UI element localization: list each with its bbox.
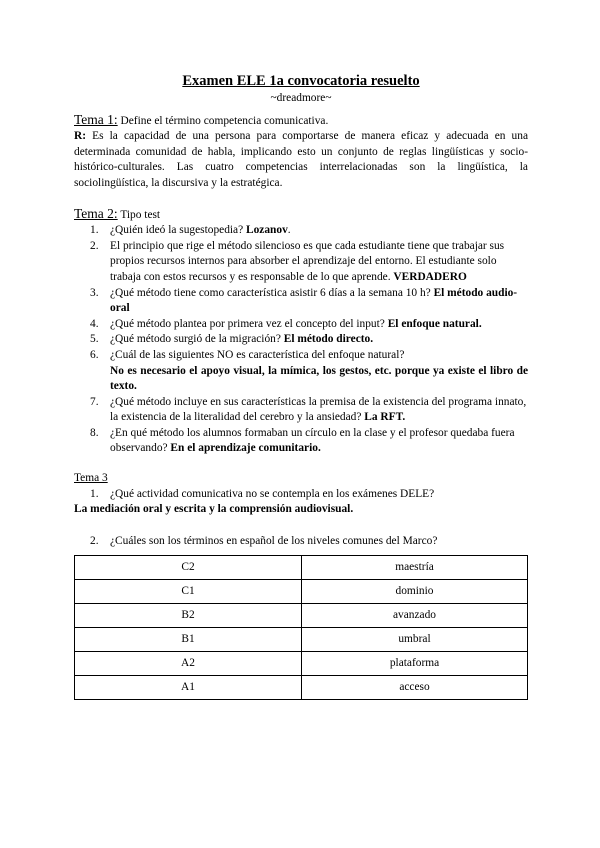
tema1-answer [74, 129, 528, 191]
question-text: ¿Cuáles son los términos en español de los niveles comunes del Marco? [110, 534, 438, 547]
question-text: ¿Qué actividad comunicativa no se contempla en los exámenes DELE? [110, 487, 435, 500]
table-row [75, 628, 528, 652]
item-number: 4. [90, 317, 99, 330]
table-row [75, 604, 528, 628]
question-text: ¿Qué método surgió de la migración? [110, 333, 284, 346]
tema3-heading [74, 471, 528, 487]
table-row [75, 556, 528, 580]
document-subtitle: ~dreadmore~ [270, 92, 332, 104]
item-number: 3. [90, 286, 99, 299]
term-cell: dominio [302, 580, 528, 604]
item-number: 5. [90, 333, 99, 346]
tema1-heading [74, 112, 528, 130]
level-cell: C1 [75, 580, 302, 604]
list-item [74, 239, 528, 286]
tema3-answer-1 [74, 502, 528, 518]
term-cell: acceso [302, 676, 528, 700]
level-cell: B2 [75, 604, 302, 628]
tema2-question-list [74, 223, 528, 457]
level-cell: C2 [75, 556, 302, 580]
answer-text: El método audio-oral [110, 286, 518, 315]
document-page [74, 72, 528, 700]
question-text: ¿Qué método incluye en sus características la premisa de la existencia del programa innato, la existencia de la literalidad del cerebro y la ansiedad? [110, 395, 527, 424]
tema3-question-list [74, 487, 528, 503]
tema1-prompt: Define el término competencia comunicativa. [117, 114, 329, 127]
tema3-label: Tema 3 [74, 472, 108, 485]
term-cell: avanzado [302, 604, 528, 628]
item-number: 6. [90, 348, 99, 361]
term-cell: plataforma [302, 652, 528, 676]
list-item [74, 426, 528, 457]
list-item [74, 395, 528, 426]
answer-text: En el aprendizaje comunitario. [170, 442, 321, 455]
levels-table [74, 555, 528, 700]
table-row [75, 580, 528, 604]
tema2-heading [74, 206, 528, 224]
term-cell: umbral [302, 628, 528, 652]
question-text: ¿Qué método tiene como característica asistir 6 días a la semana 10 h? [110, 286, 434, 299]
item-number: 7. [90, 395, 99, 408]
question-text: ¿Cuál de las siguientes NO es característica del enfoque natural? [110, 348, 405, 361]
tema2-label: Tema 2: [74, 205, 118, 221]
answer-text: El método directo. [283, 333, 374, 346]
question-text: ¿Quién ideó la sugestopedia? [110, 224, 247, 237]
table-row [75, 652, 528, 676]
answer-text: Lozanov [246, 224, 288, 237]
question-text: El principio que rige el método silencioso es que cada estudiante tiene que trabajar sus propios recursos internos para absorber el aprendizaje del entorno. El estudiante solo trabaja con estos recursos y es responsable de lo que aprende. [110, 239, 505, 283]
tema1-label: Tema 1: [74, 111, 118, 127]
table-row [75, 676, 528, 700]
tema1-r-label: R: [74, 130, 87, 143]
answer-text: VERDADERO [393, 270, 467, 283]
item-number: 1. [90, 487, 99, 500]
answer-text: La RFT. [364, 411, 406, 424]
item-number: 2. [90, 239, 99, 252]
tema2-prompt: Tipo test [117, 208, 161, 221]
level-cell: A1 [75, 676, 302, 700]
answer-text: La mediación oral y escrita y la comprensión audiovisual. [74, 503, 354, 516]
answer-text: No es necesario el apoyo visual, la mímica, los gestos, etc. porque ya existe el libro de texto. [110, 364, 528, 393]
document-title: Examen ELE 1a convocatoria resuelto [182, 73, 420, 89]
list-item [74, 317, 528, 333]
question-text: ¿Qué método plantea por primera vez el concepto del input? [110, 317, 388, 330]
answer-tail: . [287, 224, 291, 237]
item-number: 8. [90, 426, 99, 439]
list-item [74, 487, 528, 503]
tema3-question-list-2 [74, 534, 528, 550]
list-item [74, 286, 528, 317]
list-item [74, 348, 528, 395]
list-item [74, 534, 528, 550]
list-item [74, 223, 528, 239]
item-number: 1. [90, 224, 99, 237]
term-cell: maestría [302, 556, 528, 580]
item-number: 2. [90, 534, 99, 547]
answer-text: El enfoque natural. [387, 317, 482, 330]
list-item [74, 332, 528, 348]
tema1-answer-text: Es la capacidad de una persona para comportarse de manera eficaz y adecuada en una determinada comunidad de habla, implicando esto un conjunto de reglas lingüísticas y socio-histórico-culturales. Las cuatro competencias interrelacionadas son la lingüística, la sociolingüística, la discursiva y la estratégica. [74, 130, 528, 189]
question-text: ¿En qué método los alumnos formaban un círculo en la clase y el profesor quedaba fuera observando? [110, 426, 515, 455]
level-cell: B1 [75, 628, 302, 652]
level-cell: A2 [75, 652, 302, 676]
